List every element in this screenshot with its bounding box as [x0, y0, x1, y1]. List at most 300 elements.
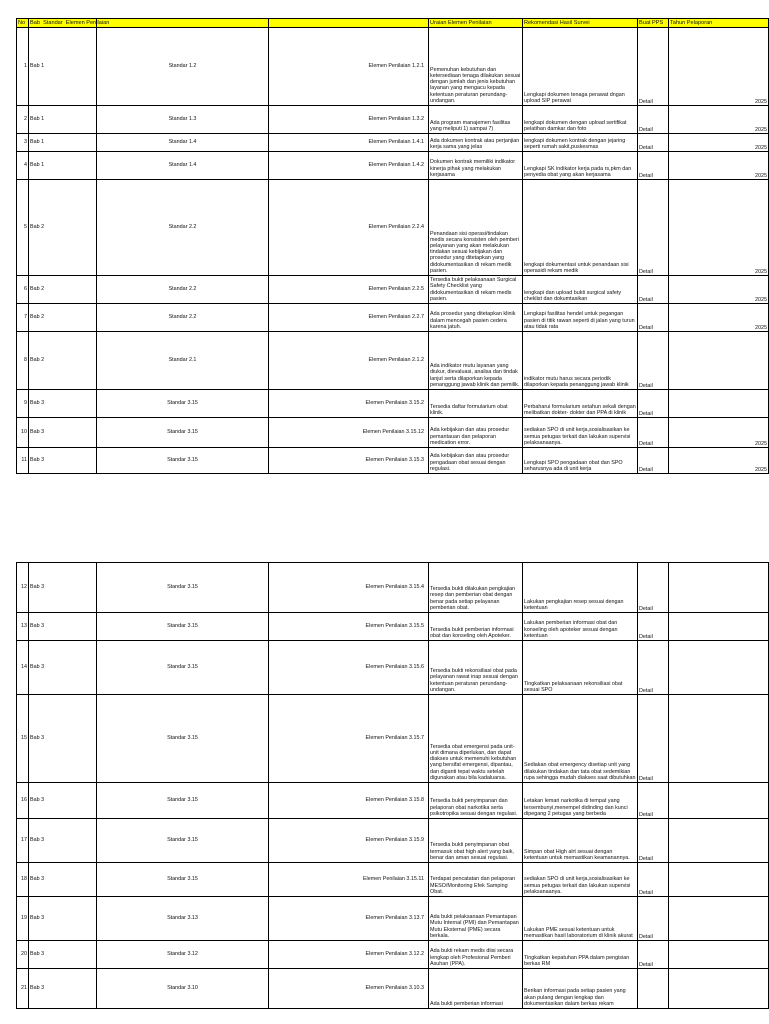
standar-cell-text: Standar 2.2 [168, 286, 197, 293]
pps-detail-link[interactable] [638, 448, 669, 474]
uraian-cell-text: Ada indikator mutu layanan yang diukur, dievaluasi, analisa dan tindak lanjut serta dilaporkan kepada penanggung jawab klinik dan pemilik. [430, 363, 520, 388]
header-row [17, 19, 769, 28]
table-row [17, 418, 769, 448]
table-row [17, 969, 769, 1009]
row-number [17, 819, 29, 863]
bab-cell-text: Bab 2 [30, 224, 45, 231]
elemen-cell [269, 390, 429, 418]
pps-detail-link[interactable] [638, 563, 669, 613]
bab-cell [29, 332, 97, 390]
bab-cell [29, 613, 97, 641]
rekomendasi-cell [523, 641, 638, 695]
elemen-cell-text: Elemen Penilaian 3.15.7 [365, 735, 424, 742]
elemen-cell-text: Elemen Penilaian 3.15.2 [365, 400, 424, 407]
standar-cell [97, 613, 269, 641]
elemen-cell [269, 332, 429, 390]
row-number-text: 13 [21, 623, 27, 630]
row-number [17, 863, 29, 897]
tahun-cell [669, 969, 769, 1009]
row-number [17, 448, 29, 474]
rekomendasi-cell-text: Lengkapi SPO pengadaan obat dan SPO seharusnya ada di unit kerja [524, 459, 623, 472]
bab-cell-text: Bab 2 [30, 314, 45, 321]
bab-cell [29, 28, 97, 106]
pps-detail-link[interactable] [638, 897, 669, 941]
standar-cell-text: Standar 3.15 [167, 400, 198, 407]
elemen-cell-text: Elemen Penilaian 1.4.1 [368, 139, 424, 146]
standar-cell [97, 641, 269, 695]
elemen-cell [269, 152, 429, 180]
rekomendasi-cell-text: Lakukan pengkajian resep sesuai dengan ketentuan [524, 598, 624, 611]
bab-cell-text: Bab 3 [30, 623, 45, 630]
rekomendasi-cell-text: lengkapi dan upload bukti surgical safety cheklist dan dokumtasikan [524, 289, 622, 302]
pps-detail-link[interactable] [638, 418, 669, 448]
tahun-cell [669, 134, 769, 152]
header-bab-text: Bab [30, 19, 40, 26]
table-row [17, 276, 769, 304]
standar-cell [97, 304, 269, 332]
standar-cell [97, 276, 269, 304]
tahun-cell-text: 2025 [755, 440, 767, 447]
pps-detail-link-text: Detail [639, 687, 653, 694]
tahun-cell [669, 613, 769, 641]
elemen-cell [269, 897, 429, 941]
uraian-cell-text: Penandaan sisi operasi/tindakan medis secara konsisten oleh pemberi pelayanan yang akan melakukan tindakan sesuai kebijakan dan prosedur yang ditetapkan yang didokumentasikan di rekam medik pasien. [430, 230, 519, 274]
standar-cell [97, 969, 269, 1009]
uraian-cell [429, 897, 523, 941]
rekomendasi-cell [523, 180, 638, 276]
bab-cell [29, 180, 97, 276]
uraian-cell [429, 941, 523, 969]
rekomendasi-cell [523, 969, 638, 1009]
bab-cell-text: Bab 2 [30, 357, 45, 364]
rekomendasi-cell [523, 134, 638, 152]
row-number [17, 695, 29, 783]
tahun-cell-text: 2025 [755, 172, 767, 179]
uraian-cell [429, 304, 523, 332]
row-number [17, 563, 29, 613]
standar-cell-text: Standar 3.12 [167, 951, 198, 958]
bab-cell [29, 695, 97, 783]
bab-cell [29, 783, 97, 819]
pps-detail-link[interactable] [638, 695, 669, 783]
elemen-cell-text: Elemen Penilaian 3.12.2 [365, 951, 424, 958]
row-number-text: 10 [21, 429, 27, 436]
header-rekomendasi: Rekomendasi Hasil Survei [523, 19, 638, 28]
uraian-cell-text: Ada bukti rekam medis diisi secara lengkap oleh Profesional Pemberi Asuhan (PPA). [430, 948, 514, 967]
rekomendasi-cell-text: Lengkapi SK indikator kerja pada rs,pkm dan penyedia obat yang akan kerjasama [524, 165, 632, 178]
rekomendasi-cell [523, 941, 638, 969]
standar-cell [97, 152, 269, 180]
tahun-cell-text: 2025 [755, 466, 767, 473]
uraian-cell [429, 276, 523, 304]
bab-cell [29, 390, 97, 418]
elemen-cell-text: Elemen Penilaian 3.15.4 [365, 584, 424, 591]
pps-detail-link[interactable] [638, 180, 669, 276]
tahun-cell-text: 2025 [755, 126, 767, 133]
uraian-cell [429, 863, 523, 897]
elemen-cell [269, 106, 429, 134]
pps-detail-link[interactable] [638, 641, 669, 695]
rekomendasi-cell-text: indikator mutu harus secara periodik dilaporkan kepada penanggung jawab klinik [524, 375, 629, 388]
standar-cell [97, 695, 269, 783]
standar-cell-text: Standar 3.15 [167, 584, 198, 591]
standar-cell [97, 897, 269, 941]
uraian-cell [429, 152, 523, 180]
bab-cell-text: Bab 2 [30, 286, 45, 293]
bab-cell [29, 134, 97, 152]
row-number [17, 332, 29, 390]
rekomendasi-cell [523, 448, 638, 474]
elemen-cell [269, 180, 429, 276]
rekomendasi-cell-text: sediakan SPO di unit kerja,sosialisasikan ke semua petugas terkait dan lakukan supervisi pelaksanaanya. [524, 427, 631, 446]
header-empty [97, 19, 269, 28]
elemen-cell-text: Elemen Penilaian 3.15.6 [365, 664, 424, 671]
tahun-cell [669, 28, 769, 106]
assessment-table-top [16, 18, 769, 474]
uraian-cell-text: Ada bukti pelaksanaan Pemantapan Mutu Internal (PMI) dan Pemantapan Mutu Eksternal (PME) secara berkala. [430, 914, 519, 939]
elemen-cell-text: Elemen Penilaian 3.13.7 [365, 915, 424, 922]
rekomendasi-cell [523, 28, 638, 106]
header-bab [29, 19, 110, 28]
pps-detail-link-text: Detail [639, 410, 653, 417]
elemen-cell [269, 819, 429, 863]
bab-cell-text: Bab 3 [30, 876, 45, 883]
pps-detail-link[interactable] [638, 783, 669, 819]
bab-cell-text: Bab 3 [30, 915, 45, 922]
rekomendasi-cell-text: Perbaharui formularium setahun sekali dengan melibatkan dokter- dokter dan PPA di klinik [524, 403, 636, 416]
bab-cell [29, 152, 97, 180]
tahun-cell-text: 2025 [755, 268, 767, 275]
tahun-cell [669, 106, 769, 134]
rekomendasi-cell-text: Sediakan obat emergency disetiap unit yang dilakukan tindakan dan tata obat sedemikian rupa sehingga mudah diakses saat dibutuhkan [524, 762, 636, 781]
table-row [17, 134, 769, 152]
rekomendasi-cell [523, 152, 638, 180]
elemen-cell-text: Elemen Penilaian 3.10.3 [365, 985, 424, 992]
bab-cell-text: Bab 3 [30, 457, 45, 464]
standar-cell-text: Standar 3.15 [167, 735, 198, 742]
row-number [17, 180, 29, 276]
elemen-cell-text: Elemen Penilaian 1.2.1 [368, 63, 424, 70]
pps-detail-link-text: Detail [639, 268, 653, 275]
standar-cell [97, 134, 269, 152]
rekomendasi-cell-text: Lakukan pemberian informasi obat dan konseling oleh apoteker sesuai dengan ketentuan [524, 620, 618, 639]
bab-cell-text: Bab 3 [30, 985, 45, 992]
uraian-cell [429, 332, 523, 390]
table-row [17, 152, 769, 180]
row-number-text: 16 [21, 797, 27, 804]
rekomendasi-cell [523, 563, 638, 613]
header-standar-text: Standar [43, 19, 63, 26]
standar-cell [97, 418, 269, 448]
pps-detail-link[interactable] [638, 969, 669, 1009]
rekomendasi-cell-text: Simpan obat High alrt sesuai dengan ketentuan untuk memastikan keamanannya. [524, 848, 630, 861]
bab-cell-text: Bab 3 [30, 429, 45, 436]
row-number-text: 7 [24, 314, 27, 321]
standar-cell [97, 819, 269, 863]
elemen-cell-text: Elemen Penilaian 3.15.3 [365, 457, 424, 464]
table-row [17, 641, 769, 695]
pps-detail-link[interactable] [638, 941, 669, 969]
uraian-cell [429, 134, 523, 152]
row-number-text: 9 [24, 400, 27, 407]
bab-cell [29, 969, 97, 1009]
row-number-text: 3 [24, 139, 27, 146]
rekomendasi-cell [523, 276, 638, 304]
row-number-text: 14 [21, 664, 27, 671]
bab-cell-text: Bab 3 [30, 951, 45, 958]
rekomendasi-cell-text: Tingkatkan pelaksanaan rekonsiliasi obat sesuai SPO [524, 680, 623, 693]
pps-detail-link[interactable] [638, 390, 669, 418]
standar-cell [97, 941, 269, 969]
row-number [17, 28, 29, 106]
uraian-cell-text: Tersedia bukti pemberian informasi obat dan konseling oleh Apoteker. [430, 626, 514, 639]
row-number [17, 969, 29, 1009]
row-number-text: 20 [21, 951, 27, 958]
standar-cell-text: Standar 1.4 [168, 162, 197, 169]
uraian-cell-text: Ada bukti pemberian informasi [430, 1000, 503, 1007]
tahun-cell [669, 418, 769, 448]
uraian-cell-text: Ada kebijakan dan atau prosedur pengadaan obat sesuai dengan regulasi. [430, 453, 510, 472]
pps-detail-link-text: Detail [639, 961, 653, 968]
bab-cell [29, 819, 97, 863]
elemen-cell [269, 969, 429, 1009]
tahun-cell [669, 448, 769, 474]
rekomendasi-cell [523, 304, 638, 332]
bab-cell-text: Bab 1 [30, 139, 45, 146]
rekomendasi-cell-text: lengkapi dokumen dengan upload sertifikat pelatihan damkar dan foto [524, 119, 627, 132]
bab-cell [29, 563, 97, 613]
row-number-text: 21 [21, 985, 27, 992]
pps-detail-link-text: Detail [639, 933, 653, 940]
bab-cell [29, 276, 97, 304]
elemen-cell [269, 613, 429, 641]
table-row [17, 819, 769, 863]
bab-cell-text: Bab 3 [30, 584, 45, 591]
header-uraian: Uraian Elemen Penilaian [429, 19, 523, 28]
rekomendasi-cell-text: Lengkapi fasilitas hendel untuk pegangan pasien di titik rawan seperti di jalan yang turun atau tidak rata [524, 311, 635, 330]
standar-cell-text: Standar 3.10 [167, 985, 198, 992]
pps-detail-link-text: Detail [639, 889, 653, 896]
tahun-cell [669, 695, 769, 783]
pps-detail-link[interactable] [638, 863, 669, 897]
elemen-cell [269, 448, 429, 474]
uraian-cell [429, 783, 523, 819]
pps-detail-link-text: Detail [639, 811, 653, 818]
row-number [17, 152, 29, 180]
uraian-cell-text: Ada program manajemen fasilitas yang meliputi 1) sampai 7) [430, 119, 511, 132]
standar-cell-text: Standar 3.15 [167, 664, 198, 671]
elemen-cell [269, 563, 429, 613]
row-number-text: 5 [24, 224, 27, 231]
row-number-text: 4 [24, 162, 27, 169]
standar-cell [97, 28, 269, 106]
bab-cell-text: Bab 3 [30, 797, 45, 804]
rekomendasi-cell-text: lengkapi dokumentasi untuk penandaan sisi operasidi rekam medik [524, 261, 629, 274]
uraian-cell [429, 448, 523, 474]
standar-cell-text: Standar 2.2 [168, 314, 197, 321]
row-number [17, 641, 29, 695]
table-row [17, 563, 769, 613]
bab-cell [29, 863, 97, 897]
standar-cell-text: Standar 1.2 [168, 63, 197, 70]
elemen-cell [269, 641, 429, 695]
pps-detail-link-text: Detail [639, 466, 653, 473]
pps-detail-link-text: Detail [639, 775, 653, 782]
table-row [17, 28, 769, 106]
table-row [17, 863, 769, 897]
bab-cell [29, 448, 97, 474]
uraian-cell [429, 969, 523, 1009]
standar-cell-text: Standar 2.1 [168, 357, 197, 364]
rekomendasi-cell [523, 390, 638, 418]
standar-cell-text: Standar 1.4 [168, 139, 197, 146]
elemen-cell-text: Elemen Penilaian 2.2.7 [368, 314, 424, 321]
pps-detail-link[interactable] [638, 304, 669, 332]
uraian-cell-text: Ada dokumen kontrak atau perjanjian kerja sama yang jelas [430, 137, 520, 150]
table-row [17, 783, 769, 819]
row-number [17, 897, 29, 941]
standar-cell-text: Standar 3.15 [167, 623, 198, 630]
uraian-cell [429, 390, 523, 418]
row-number-text: 15 [21, 735, 27, 742]
bab-cell-text: Bab 1 [30, 162, 45, 169]
uraian-cell-text: Tersedia bukti penyimpanan dan pelaporan obat narkotika serta psikotropika sesuai dengan regulasi. [430, 798, 518, 817]
elemen-cell [269, 304, 429, 332]
pps-detail-link-text: Detail [639, 382, 653, 389]
elemen-cell-text: Elemen Penilaian 2.2.4 [368, 224, 424, 231]
bab-cell [29, 897, 97, 941]
uraian-cell [429, 180, 523, 276]
row-number [17, 418, 29, 448]
elemen-cell [269, 695, 429, 783]
rekomendasi-cell-text: lengkapi dokumen kontrak dengan jejaring seperti rumah sakit,puskesmas [524, 137, 626, 150]
row-number-text: 12 [21, 584, 27, 591]
rekomendasi-cell [523, 695, 638, 783]
uraian-cell-text: Ada prosedur yang ditetapkan klinik dalam mencegah pasien cedera karena jatuh. [430, 311, 516, 330]
bab-cell [29, 106, 97, 134]
tahun-cell [669, 304, 769, 332]
header-elemen-text: Elemen Penilaian [65, 19, 110, 26]
elemen-cell [269, 863, 429, 897]
row-number-text: 11 [21, 457, 27, 464]
pps-detail-link[interactable] [638, 276, 669, 304]
standar-cell [97, 448, 269, 474]
uraian-cell [429, 695, 523, 783]
pps-detail-link[interactable] [638, 134, 669, 152]
elemen-cell-text: Elemen Penilaian 3.15.11 [362, 876, 424, 883]
tahun-cell-text: 2025 [755, 324, 767, 331]
row-number [17, 106, 29, 134]
pps-detail-link-text: Detail [639, 144, 653, 151]
tahun-cell [669, 641, 769, 695]
rekomendasi-cell-text: Lakukan PME sesuai ketentuan untuk memastikan hasil laboratorium di klinik akurat [524, 926, 633, 939]
tahun-cell [669, 783, 769, 819]
bab-cell [29, 941, 97, 969]
standar-cell-text: Standar 3.15 [167, 457, 198, 464]
pps-detail-link[interactable] [638, 332, 669, 390]
tahun-cell-text: 2025 [755, 144, 767, 151]
uraian-cell [429, 418, 523, 448]
rekomendasi-cell-text: Tingkatkan kepatuhan PPA dalam pengisian berkas RM [524, 954, 630, 967]
pps-detail-link[interactable] [638, 819, 669, 863]
row-number-text: 18 [21, 876, 27, 883]
row-number-text: 8 [24, 357, 27, 364]
pps-detail-link-text: Detail [639, 855, 653, 862]
rekomendasi-cell-text: Berikan informasi pada setiap pasien yang akan pulang dengan lengkap dan dokumentasikan dalam berkas rekam [524, 988, 626, 1007]
uraian-cell [429, 28, 523, 106]
standar-cell [97, 106, 269, 134]
table-row [17, 897, 769, 941]
uraian-cell-text: Dokumen kontrak memiliki indikator kinerja pihak yang melakukan kerjasama [430, 159, 516, 178]
standar-cell-text: Standar 2.2 [168, 224, 197, 231]
standar-cell [97, 180, 269, 276]
rekomendasi-cell [523, 332, 638, 390]
rekomendasi-cell [523, 613, 638, 641]
table-row [17, 304, 769, 332]
uraian-cell-text: Terdapat pencatatan dan pelaporan MESO/Monitoring Efek Samping Obat. [430, 876, 516, 895]
standar-cell [97, 332, 269, 390]
pps-detail-link[interactable] [638, 106, 669, 134]
tahun-cell [669, 941, 769, 969]
bab-cell-text: Bab 3 [30, 735, 45, 742]
tahun-cell [669, 897, 769, 941]
uraian-cell-text: Tersedia bukti penyimpanan obat termasuk obat high alert yang baik, benar dan aman sesuai regulasi. [430, 842, 514, 861]
rekomendasi-cell [523, 106, 638, 134]
tahun-cell-text: 2025 [755, 98, 767, 105]
bab-cell [29, 641, 97, 695]
tahun-cell [669, 276, 769, 304]
uraian-cell [429, 613, 523, 641]
standar-cell [97, 783, 269, 819]
elemen-cell-text: Elemen Penilaian 3.15.5 [365, 623, 424, 630]
header-no: No [17, 19, 29, 28]
table-row [17, 106, 769, 134]
row-number-text: 1 [24, 63, 27, 70]
rekomendasi-cell [523, 897, 638, 941]
header-pps: Buat PPS [638, 19, 669, 28]
elemen-cell [269, 941, 429, 969]
pps-detail-link[interactable] [638, 152, 669, 180]
standar-cell-text: Standar 3.13 [167, 915, 198, 922]
standar-cell [97, 390, 269, 418]
pps-detail-link-text: Detail [639, 633, 653, 640]
uraian-cell [429, 641, 523, 695]
tahun-cell [669, 180, 769, 276]
row-number [17, 613, 29, 641]
tahun-cell [669, 563, 769, 613]
row-number-text: 17 [21, 837, 27, 844]
row-number [17, 304, 29, 332]
pps-detail-link[interactable] [638, 28, 669, 106]
pps-detail-link-text: Detail [639, 172, 653, 179]
uraian-cell [429, 819, 523, 863]
elemen-cell [269, 418, 429, 448]
uraian-cell-text: Tersedia obat emergensi pada unit-unit dimana diperlukan, dan dapat diakses untuk memenuhi kebutuhan yang bersifat emergensi, dipantau, dan diganti tepat waktu setelah digunakan atau bila kadaluarsa. [430, 743, 517, 781]
pps-detail-link[interactable] [638, 613, 669, 641]
uraian-cell [429, 106, 523, 134]
table-row [17, 390, 769, 418]
uraian-cell-text: Tersedia bukti dilakukan pengkajian resep dan pemberian obat dengan benar pada setiap pelayanan pemberian obat. [430, 586, 516, 611]
uraian-cell-text: Tersedia bukti pelaksanaan Surgical Safety Checklist yang didokumentasikan di rekam medis pasien. [430, 277, 517, 302]
pps-detail-link-text: Detail [639, 98, 653, 105]
elemen-cell-text: Elemen Penilaian 2.2.5 [368, 286, 424, 293]
standar-cell-text: Standar 3.15 [167, 837, 198, 844]
standar-cell-text: Standar 3.15 [167, 876, 198, 883]
tahun-cell [669, 332, 769, 390]
pps-detail-link-text: Detail [639, 605, 653, 612]
table-row [17, 941, 769, 969]
standar-cell-text: Standar 1.3 [168, 116, 197, 123]
